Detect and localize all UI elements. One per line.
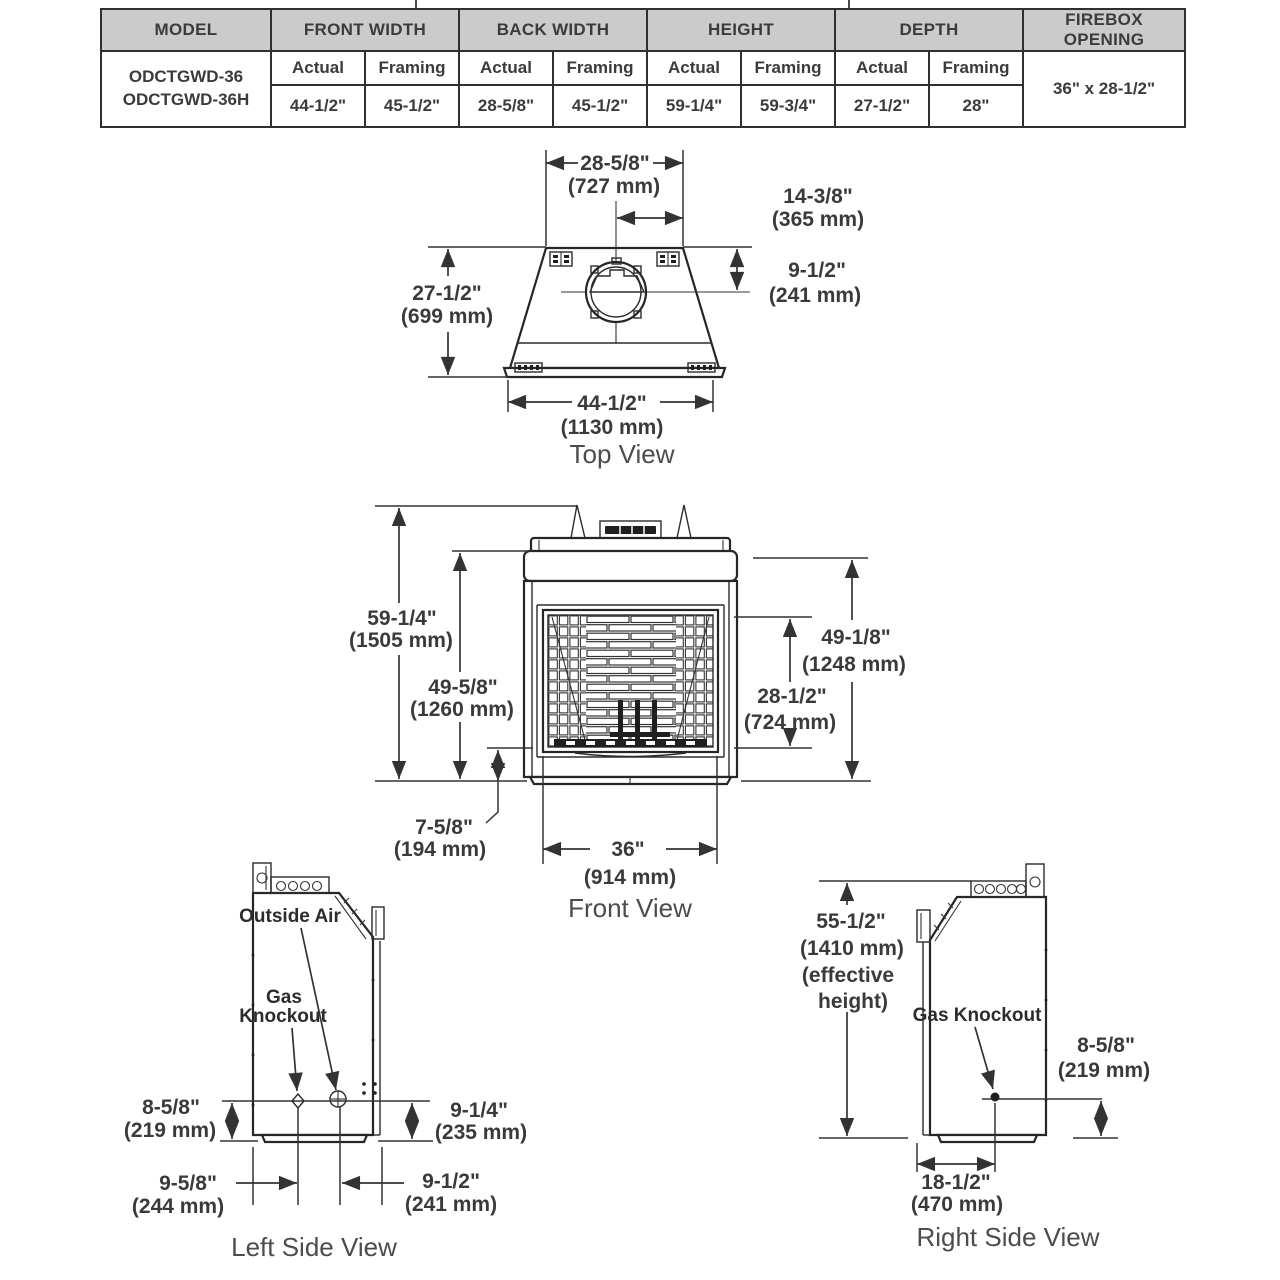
right-side-view-label: Right Side View: [916, 1222, 1100, 1252]
subhead-framing: Framing: [553, 51, 647, 85]
dim-label: 7-5/8": [415, 816, 473, 839]
left-brick-panel: [548, 615, 586, 747]
left-standoff: [571, 505, 585, 538]
firebox-opening: [543, 610, 718, 757]
outside-air-circle: [330, 1091, 346, 1107]
dim-label-mm: (365 mm): [771, 208, 865, 231]
dim-note-line1: (effective: [801, 964, 895, 987]
dim-label-mm: (699 mm): [400, 305, 494, 328]
dim-label-mm: (1410 mm): [800, 937, 904, 960]
back-width-actual: 28-5/8": [459, 85, 553, 127]
subhead-framing: Framing: [929, 51, 1023, 85]
dim-label: 36": [611, 838, 645, 861]
dim-label: 55-1/2": [816, 910, 886, 933]
dim-label-mm: (914 mm): [583, 866, 677, 889]
front-width-actual: 44-1/2": [271, 85, 365, 127]
left-view-top-bracket: [253, 863, 271, 893]
subhead-actual: Actual: [647, 51, 741, 85]
front-view: [349, 505, 906, 923]
subhead-actual: Actual: [835, 51, 929, 85]
front-width-framing: 45-1/2": [365, 85, 459, 127]
dim-label: 9-1/2": [422, 1170, 480, 1193]
dim-label: 28-1/2": [757, 685, 827, 708]
dim-label: 49-5/8": [428, 676, 498, 699]
subhead-framing: Framing: [741, 51, 835, 85]
top-view-label: Top View: [569, 439, 675, 469]
right-side-view: [800, 864, 1150, 1252]
dim-label: 28-5/8": [580, 152, 650, 175]
right-view-louver-bar: [971, 881, 1026, 897]
dim-knockout-height: [1058, 1034, 1150, 1138]
right-standoff: [677, 505, 691, 538]
back-width-framing: 45-1/2": [553, 85, 647, 127]
dim-hearth-height: [394, 748, 533, 861]
col-firebox-opening: FIREBOX OPENING: [1023, 9, 1185, 51]
dim-label: 59-1/4": [367, 607, 437, 630]
dim-label-mm: (1505 mm): [349, 629, 453, 652]
dim-label-mm: (1260 mm): [410, 698, 514, 721]
dim-knockout-height: [124, 1096, 258, 1142]
depth-framing: 28": [929, 85, 1023, 127]
col-back-width: BACK WIDTH: [459, 9, 647, 51]
left-view-base: [262, 1135, 367, 1142]
dim-label: 27-1/2": [412, 282, 482, 305]
left-side-view-label: Left Side View: [231, 1232, 397, 1262]
dim-label: 9-1/2": [788, 259, 846, 282]
height-framing: 59-3/4": [741, 85, 835, 127]
dim-label: 9-5/8": [159, 1172, 217, 1195]
subhead-actual: Actual: [271, 51, 365, 85]
dim-note-line2: height): [818, 990, 888, 1013]
top-view: [401, 150, 864, 469]
gas-knockout-dot: [991, 1093, 1000, 1102]
right-view-front-bracket: [917, 910, 930, 942]
left-view-louver-bar: [271, 877, 329, 893]
left-view-rear-bracket: [372, 907, 384, 939]
subhead-actual: Actual: [459, 51, 553, 85]
dim-label-mm: (727 mm): [567, 175, 661, 198]
firebox-opening-value: 36" x 28-1/2": [1023, 51, 1185, 127]
dim-label: 49-1/8": [821, 626, 891, 649]
col-depth: DEPTH: [835, 9, 1023, 51]
col-front-width: FRONT WIDTH: [271, 9, 459, 51]
dim-front-width: [508, 380, 713, 439]
col-height: HEIGHT: [647, 9, 835, 51]
dim-label-mm: (1130 mm): [560, 416, 664, 439]
dim-label-mm: (470 mm): [910, 1193, 1004, 1216]
front-view-label: Front View: [568, 893, 692, 923]
right-brick-panel: [676, 615, 713, 747]
dim-air-height: [378, 1099, 527, 1144]
dim-label: 44-1/2": [577, 392, 647, 415]
gas-knockout-label: Gas Knockout: [912, 1005, 1042, 1026]
dim-label-mm: (1248 mm): [802, 653, 906, 676]
dim-back-width: [546, 150, 683, 246]
col-model: MODEL: [101, 9, 271, 51]
dim-label-mm: (244 mm): [131, 1195, 225, 1218]
model-line2: ODCTGWD-36H: [122, 90, 250, 109]
dim-label-mm: (724 mm): [743, 711, 837, 734]
dim-label-mm: (219 mm): [1057, 1059, 1151, 1082]
left-side-view: [124, 863, 527, 1262]
dim-label: 8-5/8": [1077, 1034, 1135, 1057]
dim-label: 9-1/4": [450, 1099, 508, 1122]
dim-flue-offset: [683, 247, 861, 307]
subhead-framing: Framing: [365, 51, 459, 85]
dim-label-mm: (219 mm): [123, 1119, 217, 1142]
right-view-base: [938, 1135, 1037, 1142]
shoulder: [524, 551, 737, 581]
dim-label-mm: (235 mm): [434, 1121, 528, 1144]
dim-label: 18-1/2": [921, 1171, 991, 1194]
model-line1: ODCTGWD-36: [128, 67, 244, 87]
outside-air-label: Outside Air: [239, 906, 341, 927]
depth-actual: 27-1/2": [835, 85, 929, 127]
gas-knockout-label-line1: Gas: [266, 987, 302, 1008]
dim-label-mm: (241 mm): [768, 284, 862, 307]
dim-label: 14-3/8": [783, 185, 853, 208]
gas-knockout-label-line2: Knockout: [239, 1006, 327, 1027]
brand-plate: [600, 521, 661, 538]
height-actual: 59-1/4": [647, 85, 741, 127]
dim-label: 8-5/8": [142, 1096, 200, 1119]
right-view-top-bracket: [1026, 864, 1044, 897]
back-brick-panel: [586, 615, 676, 747]
dim-label-mm: (194 mm): [393, 838, 487, 861]
dim-cap-height: [410, 551, 531, 779]
dim-label-mm: (241 mm): [404, 1193, 498, 1216]
